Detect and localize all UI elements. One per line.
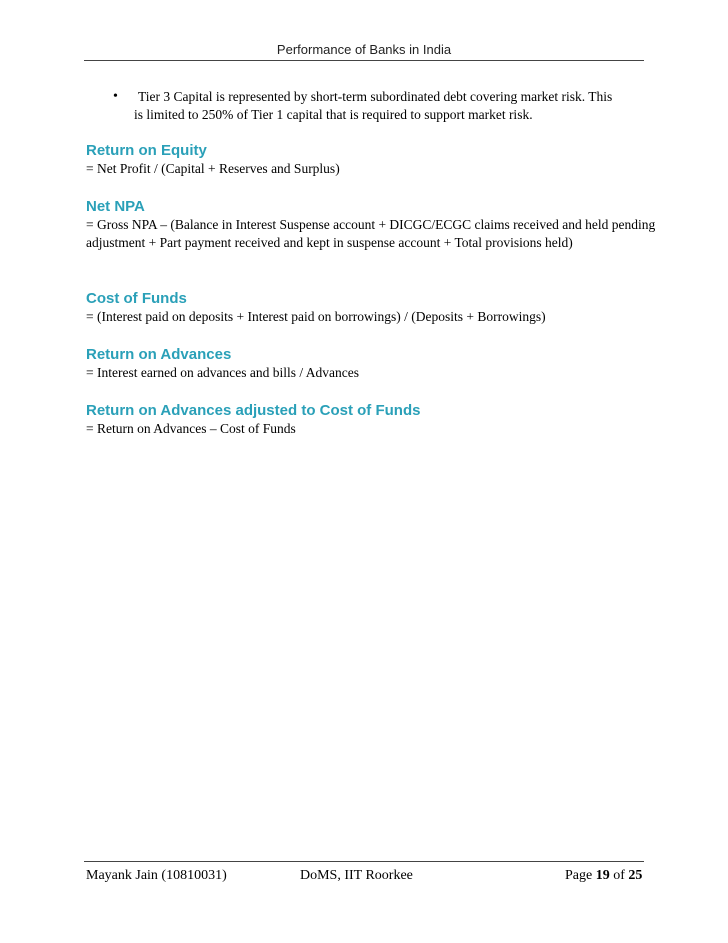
page-current: 19 (595, 868, 610, 883)
footer-author: Mayank Jain (10810031) (86, 868, 227, 883)
section-heading: Return on Equity (86, 142, 207, 159)
section-formula: = Return on Advances – Cost of Funds (86, 421, 296, 436)
page-of: of (613, 868, 625, 883)
bullet-line-2: is limited to 250% of Tier 1 capital that is required to support market risk. (134, 107, 533, 122)
page-total: 25 (628, 868, 643, 883)
section-return-on-advances-adjusted (86, 402, 656, 438)
header-divider (84, 60, 644, 61)
section-cost-of-funds (86, 290, 656, 326)
page-prefix: Page (565, 868, 593, 883)
section-formula: = Net Profit / (Capital + Reserves and Surplus) (86, 161, 340, 176)
bullet-marker: • (113, 89, 118, 104)
section-formula: = Gross NPA – (Balance in Interest Suspense account + DICGC/ECGC claims received and held pending adjustment + Part payment received and kept in suspense account + Total provisions held) (86, 217, 656, 250)
section-net-npa (86, 198, 656, 252)
footer-institution: DoMS, IIT Roorkee (300, 868, 413, 883)
section-heading: Return on Advances (86, 346, 232, 363)
footer-divider (84, 861, 644, 862)
section-formula: = Interest earned on advances and bills / Advances (86, 365, 360, 380)
page-header-title: Performance of Banks in India (276, 42, 452, 57)
section-return-on-equity (86, 142, 656, 178)
bullet-line-1: Tier 3 Capital is represented by short-term subordinated debt covering market risk. This (138, 89, 613, 104)
section-heading: Return on Advances adjusted to Cost of Funds (86, 402, 421, 419)
section-heading: Cost of Funds (86, 290, 187, 307)
section-formula: = (Interest paid on deposits + Interest paid on borrowings) / (Deposits + Borrowings) (86, 309, 546, 324)
bullet-paragraph (134, 88, 654, 124)
footer-page-number (565, 868, 642, 884)
section-return-on-advances (86, 346, 656, 382)
section-heading: Net NPA (86, 198, 145, 215)
